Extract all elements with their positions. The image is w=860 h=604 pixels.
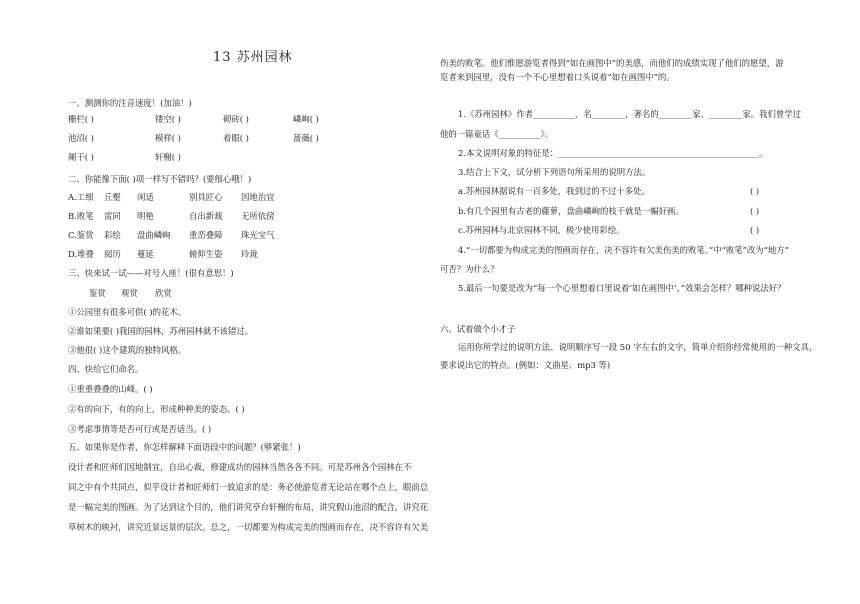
question-1: 1.《苏州园林》作者__________，名________，著名的________家、________家。我们曾学过: [458, 109, 801, 119]
section-5-heading: 五、如果你是作者，你怎样解释下面语段中的问题？(够紧张！): [68, 442, 301, 452]
passage-line: 伤美的败笔。他们惟愿游览者得到“如在画图中”的美感，而他们的成绩实现了他们的愿望，游: [440, 58, 784, 68]
question-3-item: a.苏州园林据说有一百多处，我到过的不过十多处。: [458, 186, 650, 196]
option-word: 观赏: [121, 288, 138, 298]
word-cell: A.工细: [68, 192, 94, 202]
naming-item: ②有的向下，有的向上，形成种种美的姿态。( ): [68, 404, 245, 414]
question-3-item: c.苏州园林与北京园林不同，极少使用彩绘。: [458, 225, 625, 235]
pinyin-item: 阑干( ): [68, 152, 94, 162]
word-cell: 蔓延: [137, 249, 154, 259]
word-cell: 丘壑: [104, 192, 121, 202]
question-2: 2.本文说明对象的特征是：________________________________________________。: [458, 148, 768, 158]
passage-line: 草树木的映衬，讲究近景远景的层次。总之，一切都要为构成完美的图画而存在，决不容许有欠美: [68, 522, 429, 532]
option-word: 欣赏: [155, 288, 172, 298]
section-2-heading: 二、你能像下面( )项一样写不错吗？(要细心哦！): [68, 174, 252, 184]
fill-item: ②谁如果要( )我国的园林，苏州园林就不该错过。: [68, 326, 254, 336]
word-cell: 彩绘: [104, 230, 121, 240]
pinyin-item: 着眼( ): [223, 133, 249, 143]
passage-line: 设计者和匠师们因地制宜，自出心裁，修建成功的园林当然各各不同。可是苏州各个园林在不: [68, 462, 412, 472]
naming-item: ③考虑事情等是否可行或是否适当。( ): [68, 424, 212, 434]
answer-paren: ( ): [750, 225, 760, 235]
option-word: 鉴赏: [89, 288, 106, 298]
word-cell: 阅历: [104, 249, 121, 259]
question-1-cont: 他的一篇童话《__________》。: [440, 129, 554, 139]
word-cell: 俯仰生姿: [189, 249, 223, 259]
question-3: 3.结合上下文，试分析下列语句所采用的说明方法。: [458, 167, 651, 177]
word-cell: 别具匠心: [189, 192, 223, 202]
word-cell: 因地治宜: [241, 192, 275, 202]
section-4-heading: 四、快给它们命名。: [68, 364, 144, 374]
word-cell: 盘曲嶙峋: [137, 230, 171, 240]
passage-line: 览者来到园里，没有一个不心里想着口头说着“如在画图中”的。: [440, 72, 675, 82]
page-title: 13 苏州园林: [213, 50, 293, 65]
word-cell: C.鉴赏: [68, 230, 94, 240]
pinyin-item: 池沼( ): [68, 133, 94, 143]
question-3-item: b.有几个园里有古老的藤萝，盘曲嶙峋的枝干就是一幅好画。: [458, 206, 684, 216]
section-3-heading: 三、快来试一试——对号入座！(很有意思！): [68, 268, 234, 278]
section-1-heading: 一、测测你的注音速度！(加油！): [68, 98, 192, 108]
passage-line: 同之中有个共同点，似乎设计者和匠师们一致追求的是：务必使游览者无论站在哪个点上，眼前总: [68, 482, 429, 492]
answer-paren: ( ): [750, 186, 760, 196]
answer-paren: ( ): [750, 206, 760, 216]
pinyin-item: 嶙峋( ): [293, 114, 319, 124]
pinyin-item: 轩榭( ): [155, 152, 181, 162]
word-cell: 明艳: [137, 211, 154, 221]
writing-prompt-cont: 要求说出它的特点。(例如：文曲星、mp3 等): [440, 360, 611, 370]
pinyin-item: 模样( ): [155, 133, 181, 143]
fill-item: ③他很( )这个建筑的独特风格。: [68, 345, 187, 355]
pinyin-item: 砌砖( ): [223, 114, 249, 124]
pinyin-item: 栅栏( ): [68, 114, 94, 124]
writing-prompt: 运用你所学过的说明方法、说明顺序写一段 50 字左右的文字，简单介绍你经常使用的一种文具，: [458, 342, 818, 352]
word-cell: 珠光宝气: [241, 230, 275, 240]
section-6-heading: 六、试着做个小才子: [440, 324, 516, 334]
question-5: 5.最后一句要是改为“每一个心里想着口里说着‘如在画图中’。”效果会怎样？哪种说法好？: [458, 283, 786, 293]
word-cell: 玲珑: [241, 249, 258, 259]
word-cell: 自出新裁: [189, 211, 223, 221]
naming-item: ①重重叠叠的山峰。( ): [68, 384, 153, 394]
word-cell: B.败笔: [68, 211, 94, 221]
word-cell: D.堆叠: [68, 249, 94, 259]
question-4-cont: 可否？为什么？: [440, 264, 499, 274]
passage-line: 是一幅完美的图画。为了达到这个目的，他们讲究亭台轩榭的布局，讲究假山池沼的配合，讲究花: [68, 502, 429, 512]
word-cell: 无所依傍: [241, 211, 275, 221]
question-4: 4.“一切都要为构成完美的图画而存在，决不容许有欠美伤美的败笔。”中“败笔”改为“地方”: [458, 245, 789, 255]
pinyin-item: 镂空( ): [155, 114, 181, 124]
fill-item: ①公园里有很多可供( )的花木。: [68, 307, 187, 317]
word-cell: 重峦叠障: [189, 230, 223, 240]
word-cell: 雷同: [104, 211, 121, 221]
word-cell: 闲适: [137, 192, 154, 202]
pinyin-item: 蔷薇( ): [293, 133, 319, 143]
